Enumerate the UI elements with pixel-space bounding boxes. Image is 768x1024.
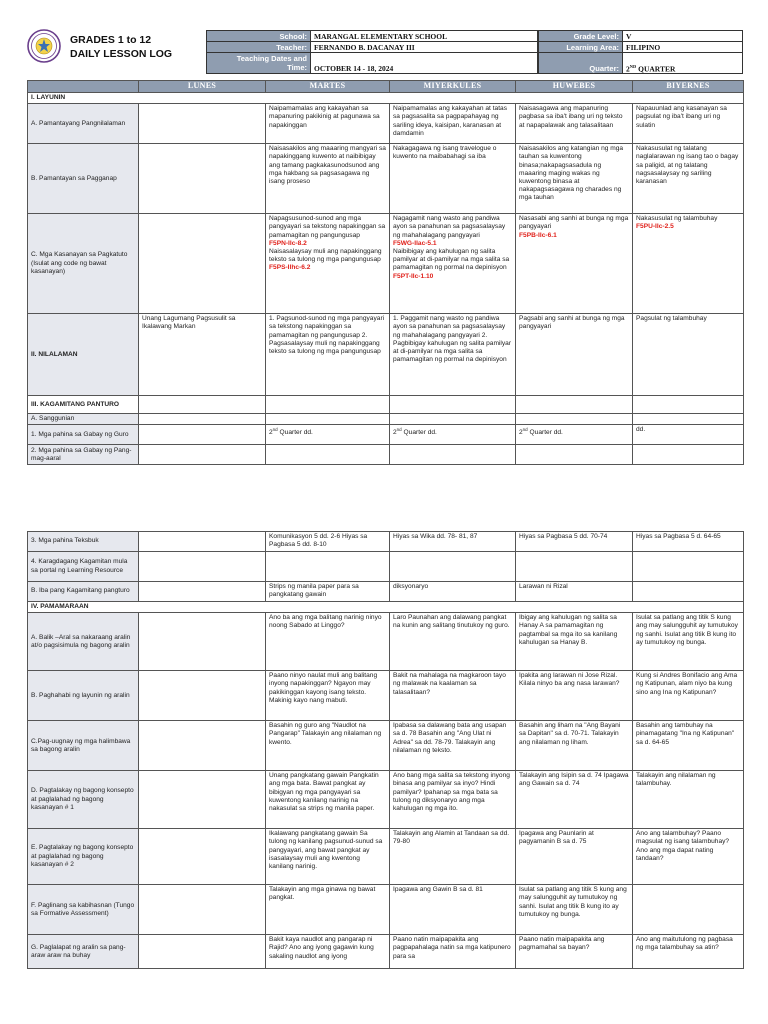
cell-biyernes: Ano ang maitutulong ng pagbasa ng mga talambuhay sa atin? [633,935,744,969]
cell-martes: Talakayin ang mga ginawa ng bawat pangkat. [266,885,390,935]
row-label: F. Paglinang sa kabihasnan (Tungo sa Formative Assessment) [28,885,139,935]
cell-lunes [139,396,266,414]
cell-miyerkules: Laro Paunahan ang dalawang pangkat na kunin ang salitang tinutukoy ng guro. [390,613,516,671]
area-value: FILIPINO [623,42,743,53]
lesson-log-table-page1 [27,80,744,465]
competency-code: F5PB-IIc-6.1 [519,231,557,239]
row-label: 2. Mga pahina sa Gabay ng Pang-mag-aaral [28,445,139,465]
cell-miyerkules: Paano natin maipapakita ang pagpapahalaga natin sa mga katipunero para sa [390,935,516,969]
competency-text: Nakasusulat ng talambuhay [636,215,718,223]
day-header-lunes: LUNES [139,81,266,93]
row-label: 4. Karagdagang Kagamitan mula sa portal ng Learning Resource [28,552,139,582]
dates-value: OCTOBER 14 - 18, 2024 [311,53,538,74]
cell-huwebes: Naisasakilos ang katangian ng mga tauhan sa kuwentong binasa;nakapagsasadula ng maaaring maging wakas ng kuwentong binasa at nakapagsasagawa ng charades ng mga tauhan [516,144,633,214]
row-label: A. Balik –Aral sa nakaraang aralin at/o pagsisimula ng bagong aralin [28,613,139,671]
teacher-label: Teacher: [207,42,311,53]
corner-cell [28,81,139,93]
cell-huwebes: Paano natin maipapakita ang pagmamahal sa bayan? [516,935,633,969]
row-label: D. Pagtalakay ng bagong konsepto at paglalahad ng bagong kasanayan # 1 [28,771,139,829]
row-pag-uugnay [28,721,744,771]
competency-code: F5PT-IIc-1.10 [393,272,434,280]
cell-biyernes: Basahin ang tambuhay na pinamagatang "Ina ng Katipunan" sa d. 64-65 [633,721,744,771]
cell-huwebes: Pagsabi ang sanhi at bunga ng mga pangyayari [516,314,633,396]
row-mga-pahina-teksbuk [28,532,744,552]
cell-biyernes: Ano ang talambuhay? Paano magsulat ng isang talambuhay? Ano ang mga dapat nating tandaan? [633,829,744,885]
dates-label-line2: Time: [287,63,307,72]
cell-miyerkules: 2nd Quarter dd. [390,425,516,445]
competency-code: F5PN-IIc-8.2 [269,239,307,247]
competency-code: F5WG-IIac-5.1 [393,239,437,247]
competency-text: Nagagamit nang wasto ang pandiwa ayon sa panahunan sa pagsasalaysay ng mahahalagang pangyayari [393,215,506,239]
cell-miyerkules: Talakayin ang Alamin at Tandaan sa dd. 79-80 [390,829,516,885]
section-pamamaraan: IV. PAMAMARAAN [28,602,744,613]
quarter-label: Quarter: [539,53,623,74]
cell-huwebes [516,396,633,414]
section-layunin: I. LAYUNIN [28,93,744,104]
competency-text: Naibibigay ang kahulugan ng salita pamilyar at di-pamilyar na mga salita sa pamamagitan ng pormal na depinisyon [393,248,510,272]
row-pamantayang-pangnilalaman [28,104,744,144]
cell-lunes [139,829,266,885]
cell-martes: Paano ninyo naulat muli ang balitang inyong napakinggan? Ngayon may pakikinggan kayong isang teksto. Makinig kayo nang mabuti. [266,671,390,721]
cell-miyerkules [390,214,516,314]
row-pagtalakay-1 [28,771,744,829]
dates-label [207,53,311,74]
cell-martes: Naisasakilos ang maaaring mangyari sa napakinggang kuwento at naibibigay ang tamang pagkakasunodsunod ang mga hakbang sa pagsasagawa ng isang proseso [266,144,390,214]
row-label: B. Iba pang Kagamitang pangturo [28,582,139,602]
cell-miyerkules: Naipamamalas ang kakayahan at tatas sa pagsasalita sa pagpapahayag ng sariling ideya, kaisipan, karanasan at damdamin [390,104,516,144]
cell-huwebes: 2nd Quarter dd. [516,425,633,445]
cell-huwebes: Basahin ang liham na "Ang Bayani sa Dapitan" sa d. 70-71. Talakayin ang nilalaman ng liham. [516,721,633,771]
cell-miyerkules: Ipagawa ang Gawin B sa d. 81 [390,885,516,935]
cell-martes: Unang pangkatang gawain Pangkatin ang mga bata. Bawat pangkat ay bibigyan ng mga pangyayari sa kuwentong kanilang narinig na nakasulat sa strips ng manila paper. [266,771,390,829]
cell-martes [266,396,390,414]
row-paghahabi-ng-layunin [28,671,744,721]
cell-huwebes: Ibigay ang kahulugan ng salita sa Hanay A sa pamamagitan ng pagtambal sa mga ito sa kanilang kahulugan sa Hanay B. [516,613,633,671]
day-header-biyernes: BIYERNES [633,81,744,93]
cell-biyernes [633,582,744,602]
lesson-log-table-page2 [27,531,744,969]
cell-huwebes: Talakayin ang Isipin sa d. 74 Ipagawa ang Gawain sa d. 74 [516,771,633,829]
cell-martes: Bakit kaya naudlot ang pangarap ni Rajid? Ano ang iyong gagawin kung sakaling naudlot ang iyong [266,935,390,969]
row-label: 1. Mga pahina sa Gabay ng Guro [28,425,139,445]
cell-martes [266,214,390,314]
section-kagamitang-panturo: III. KAGAMITANG PANTURO [28,396,139,414]
form-title-line1: GRADES 1 to 12 [70,34,152,46]
row-label: C.Pag-uugnay ng mga halimbawa sa bagong aralin [28,721,139,771]
cell-martes: Ikalawang pangkatang gawain Sa tulong ng kanilang pagsunud-sunud sa pangyayari, ang bawat pangkat ay isasalaysay muli ang kwentong kanilang narinig. [266,829,390,885]
row-gabay-ng-pang-mag-aaral [28,445,744,465]
row-mga-kasanayan-sa-pagkatuto [28,214,744,314]
cell-lunes: Unang Lagumang Pagsusulit sa Ikalawang Markan [139,314,266,396]
competency-code: F5PU-IIc-2.5 [636,223,674,231]
cell-biyernes [633,396,744,414]
cell-biyernes [633,885,744,935]
cell-miyerkules [390,396,516,414]
cell-lunes [139,582,266,602]
cell-huwebes: Isulat sa patlang ang titik S kung ang may salungguhit ay tumutukoy ng sanhi. Isulat ang titik B kung ito ay tumutukoy ng bunga. [516,885,633,935]
cell-huwebes: Ipagawa ang Paunlarin at pagyamanin B sa d. 75 [516,829,633,885]
row-label: C. Mga Kasanayan sa Pagkatuto (Isulat ang code ng bawat kasanayan) [28,214,139,314]
row-label: A. Sanggunian [28,414,139,425]
cell-martes: 1. Pagsunod-sunod ng mga pangyayari sa tekstong napakinggan sa pamamagitan ng pangungusap 2. Pagsasalaysay muli ng napakinggang teksto sa tulong ng mga pangungusap [266,314,390,396]
cell-miyerkules: Bakit na mahalaga na magkaroon tayo ng malawak na kaalaman sa talasalitaan? [390,671,516,721]
row-pamantayan-sa-pagganap [28,144,744,214]
competency-code: F5PS-IIhc-6.2 [269,264,311,272]
cell-biyernes: Nakasusulat ng talatang naglalarawan ng isang tao o bagay sa paligid, at ng talatang nagsasalaysay ng sariling karanasan [633,144,744,214]
cell-biyernes: Pagsulat ng talambuhay [633,314,744,396]
cell-miyerkules: Nakagagawa ng isang travelogue o kuwento na maibabahagi sa iba [390,144,516,214]
form-title-line2: DAILY LESSON LOG [70,48,173,60]
school-value: MARANGAL ELEMENTARY SCHOOL [311,31,538,42]
cell-biyernes: Talakayin ang nilalaman ng talambuhay. [633,771,744,829]
cell-miyerkules: diksyonaryo [390,582,516,602]
cell-miyerkules: Ipabasa sa dalawang bata ang usapan sa d. 78 Basahin ang "Ang Ulat ni Adrea" sa dd. 78-79. Talakayin ang nilalaman ng teksto. [390,721,516,771]
row-label: A. Pamantayang Pangnilalaman [28,104,139,144]
cell-biyernes: Hiyas sa Pagbasa 5 d. 64-65 [633,532,744,552]
row-label: 3. Mga pahina Teksbuk [28,532,139,552]
school-info-table [206,30,538,74]
area-label: Learning Area: [539,42,623,53]
cell-lunes [139,935,266,969]
cell-huwebes: Ipakita ang larawan ni Jose Rizal. Kilala ninyo ba ang nasa larawan? [516,671,633,721]
row-karagdagang-kagamitan [28,552,744,582]
cell-lunes [139,144,266,214]
row-pagtalakay-2 [28,829,744,885]
row-kagamitang-panturo [28,396,744,414]
school-label: School: [207,31,311,42]
cell-martes: Ano ba ang mga balitang narinig ninyo noong Sabado at Linggo? [266,613,390,671]
grade-label: Grade Level: [539,31,623,42]
cell-lunes [139,721,266,771]
cell-biyernes: Kung si Andres Bonifacio ang Ama ng Katipunan, alam niyo ba kung sino ang Ina ng Katipunan? [633,671,744,721]
cell-martes: Naipamamalas ang kakayahan sa mapanuring pakikinig at pagunawa sa napakinggan [266,104,390,144]
cell-huwebes: Larawan ni Rizal [516,582,633,602]
cell-lunes [139,425,266,445]
row-paglinang-sa-kabihasnan [28,885,744,935]
quarter-value: 2ND QUARTER [623,53,743,74]
cell-biyernes [633,214,744,314]
cell-lunes [139,771,266,829]
cell-lunes [139,671,266,721]
deped-seal-logo [27,29,61,63]
row-label: E. Pagtalakay ng bagong konsepto at paglalahad ng bagong kasanayan # 2 [28,829,139,885]
grade-info-table [538,30,743,74]
row-paglalapat-ng-aralin [28,935,744,969]
cell-miyerkules: Hiyas sa Wika dd. 78- 81, 87 [390,532,516,552]
cell-lunes [139,214,266,314]
row-iba-pang-kagamitan [28,582,744,602]
competency-text: Naisasalaysay muli ang napakinggang teksto sa tulong ng mga pangungusap [269,248,382,264]
row-gabay-ng-guro [28,425,744,445]
cell-huwebes: Naisasagawa ang mapanuring pagbasa sa iba't ibang uri ng teksto at napapalawak ang talasalitaan [516,104,633,144]
row-balik-aral [28,613,744,671]
cell-lunes [139,613,266,671]
grade-value: V [623,31,743,42]
cell-lunes [139,885,266,935]
row-label: B. Pamantayan sa Pagganap [28,144,139,214]
row-sanggunian [28,414,744,425]
day-header-martes: MARTES [266,81,390,93]
cell-huwebes: Hiyas sa Pagbasa 5 dd. 70-74 [516,532,633,552]
cell-martes: Strips ng manila paper para sa pangkatang gawain [266,582,390,602]
row-nilalaman [28,314,744,396]
cell-martes: Basahin ng guro ang "Naudlot na Pangarap" Talakayin ang nilalaman ng kwento. [266,721,390,771]
competency-text: Napagsusunod-sunod ang mga pangyayari sa tekstong napakinggan sa pamamagitan ng pangungusap [269,215,386,239]
cell-miyerkules: 1. Paggamit nang wasto ng pandiwa ayon sa panahunan sa pagsasalaysay ng mahahalagang pangyayari 2. Pagbibigay kahulugan ng salita pamilyar at di-pamilyar na mga salita sa pamamagitan ng pormal na depinisyon [390,314,516,396]
cell-biyernes: Napauunlad ang kasanayan sa pagsulat ng iba't ibang uri ng sulatin [633,104,744,144]
row-label: II. NILALAMAN [28,314,139,396]
cell-martes: 2nd Quarter dd. [266,425,390,445]
competency-text: Nasasabi ang sanhi at bunga ng mga pangyayari [519,215,629,231]
teacher-value: FERNANDO B. DACANAY III [311,42,538,53]
cell-biyernes: dd. [633,425,744,445]
row-label: G. Paglalapat ng aralin sa pang-araw araw na buhay [28,935,139,969]
cell-miyerkules: Ano bang mga salita sa tekstong inyong binasa ang pamilyar sa inyo? Hindi pamilyar? Ipahanap sa mga bata sa tulong ng diksyonaryo ang mga kahulugan ng mga ito. [390,771,516,829]
dates-label-line1: Teaching Dates and [236,54,307,63]
cell-lunes [139,104,266,144]
row-label: B. Paghahabi ng layunin ng aralin [28,671,139,721]
cell-huwebes [516,214,633,314]
day-header-huwebes: HUWEBES [516,81,633,93]
cell-lunes [139,532,266,552]
cell-martes: Komunikasyon 5 dd. 2-6 Hiyas sa Pagbasa 5 dd. 8-10 [266,532,390,552]
day-header-miyerkules: MIYERKULES [390,81,516,93]
cell-biyernes: Isulat sa patlang ang titik S kung ang may salungguhit ay tumutukoy ng sanhi. Isulat ang titik B kung ito ay tumutukoy ng bunga. [633,613,744,671]
